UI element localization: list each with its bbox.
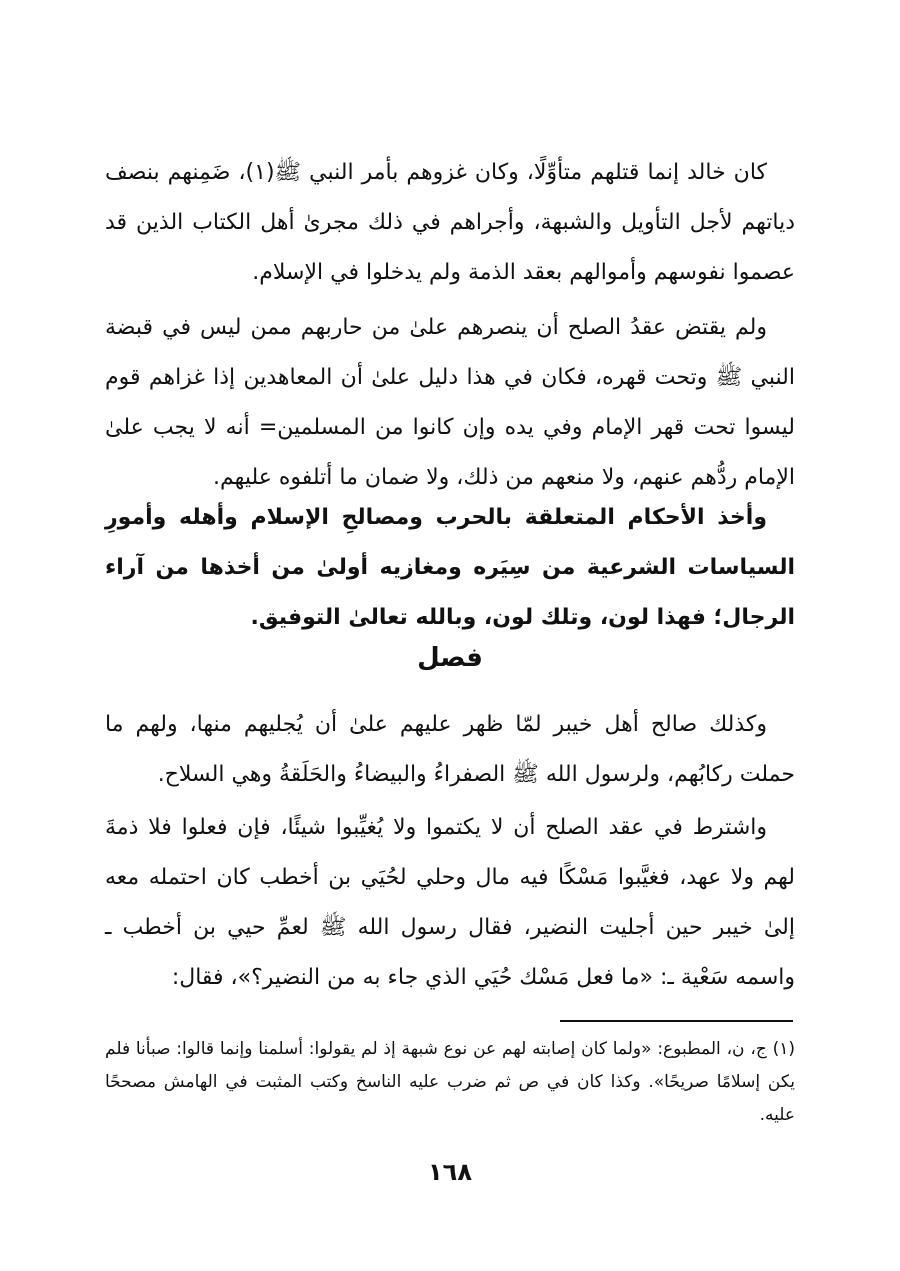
paragraph-2: [105, 303, 795, 503]
paragraph-text: واشترط في عقد الصلح أن لا يكتموا ولا يُغيِّبوا شيئًا، فإن فعلوا فلا ذمةَ لهم ولا عهد، فغيَّبوا مَسْكًا فيه مال وحلي لحُيَي بن أخطب كان احتمله معه إلىٰ خيبر حين أجليت النضير، فقال رسول الله ﷺ لعمِّ حيي بن أخطب ـ واسمه سَعْية ـ: «ما فعل مَسْك حُيَي الذي جاء به من النضير؟»، فقال:: [105, 815, 795, 990]
paragraph-4: [105, 700, 795, 800]
page-number: ١٦٨: [428, 1158, 472, 1186]
paragraph-text: وكذلك صالح أهل خيبر لمّا ظهر عليهم علىٰ أن يُجليهم منها، ولهم ما حملت ركابُهم، ولرسول الله ﷺ الصفراءُ والبيضاءُ والحَلَقةُ وهي السلاح.: [105, 712, 795, 787]
paragraph-text: وأخذ الأحكام المتعلقة بالحرب ومصالحِ الإسلام وأهله وأمورِ السياسات الشرعية من سِيَره ومغازيه أولىٰ من أخذها من آراء الرجال؛ فهذا لون، وتلك لون، وبالله تعالىٰ التوفيق.: [105, 505, 795, 630]
paragraph-3-bold: [105, 493, 795, 643]
paragraph-text: ولم يقتض عقدُ الصلح أن ينصرهم علىٰ من حاربهم ممن ليس في قبضة النبي ﷺ وتحت قهره، فكان في هذا دليل علىٰ أن المعاهدين إذا غزاهم قوم ليسوا تحت قهر الإمام وفي يده وإن كانوا من المسلمين= أنه لا يجب علىٰ الإمام ردُّهم عنهم، ولا منعهم من ذلك، ولا ضمان ما أتلفوه عليهم.: [105, 315, 795, 490]
footnote-text: (١) ج، ن، المطبوع: «ولما كان إصابته لهم عن نوع شبهة إذ لم يقولوا: أسلمنا وإنما قالوا: صبأنا فلم يكن إسلامًا صريحًا». وكذا كان في ص ثم ضرب عليه الناسخ وكتب المثبت في الهامش مصححًا عليه.: [105, 1039, 795, 1125]
footnote: [105, 1033, 795, 1132]
footnote-separator: [560, 1020, 793, 1022]
paragraph-5: [105, 803, 795, 1003]
section-heading: فصل: [417, 643, 483, 673]
paragraph-1: [105, 148, 795, 298]
paragraph-text: كان خالد إنما قتلهم متأوِّلًا، وكان غزوهم بأمر النبي ﷺ(١)، ضَمِنهم بنصف دياتهم لأجل التأويل والشبهة، وأجراهم في ذلك مجرىٰ أهل الكتاب الذين قد عصموا نفوسهم وأموالهم بعقد الذمة ولم يدخلوا في الإسلام.: [105, 160, 795, 285]
